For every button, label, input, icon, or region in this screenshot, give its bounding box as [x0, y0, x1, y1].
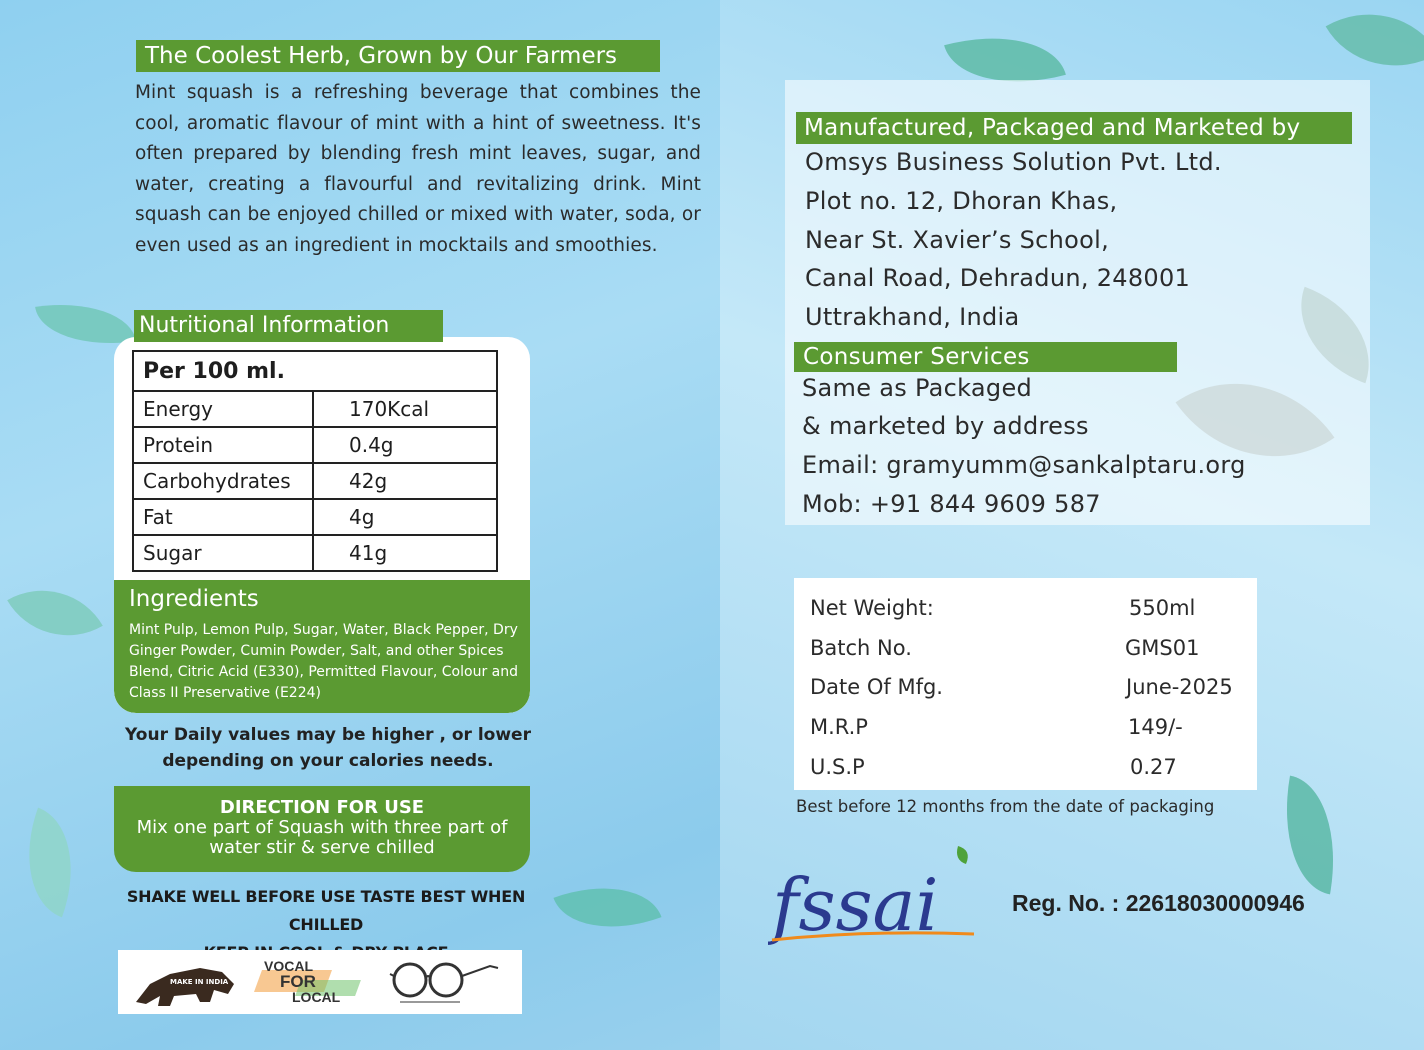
email-line: Email: gramyumm@sankalptaru.org	[802, 451, 1246, 479]
direction-line-1: Mix one part of Squash with three part of	[136, 817, 508, 838]
nutrient-value: 4g	[313, 499, 497, 535]
daily-line-1: Your Daily values may be higher , or lower	[125, 725, 531, 745]
batch-label: U.S.P	[810, 755, 865, 779]
address-line: Uttrakhand, India	[805, 303, 1020, 331]
fssai-wordmark: fssai	[772, 863, 939, 947]
logo-strip	[118, 950, 522, 1014]
table-row	[133, 427, 497, 463]
consumer-services-heading: Consumer Services	[794, 342, 1177, 372]
daily-line-2: depending on your calories needs.	[162, 751, 494, 771]
batch-value: June-2025	[1126, 675, 1233, 699]
nutrient-value: 0.4g	[313, 427, 497, 463]
registration-number: Reg. No. : 22618030000946	[1012, 890, 1305, 916]
address-line: Plot no. 12, Dhoran Khas,	[805, 187, 1118, 215]
nutrient-name: Carbohydrates	[133, 463, 313, 499]
table-row	[133, 391, 497, 427]
address-line: Near St. Xavier’s School,	[805, 226, 1110, 254]
nutrient-value: 41g	[313, 535, 497, 571]
direction-title: DIRECTION FOR USE	[219, 797, 425, 818]
swachh-bharat-glasses-logo	[386, 954, 506, 1010]
direction-panel	[114, 786, 530, 872]
batch-value: 149/-	[1128, 715, 1183, 739]
shake-line-1: SHAKE WELL BEFORE USE TASTE BEST WHEN CHILLED	[126, 887, 526, 934]
best-before-note: Best before 12 months from the date of packaging	[796, 797, 1215, 816]
nutrition-table	[132, 350, 498, 572]
mint-leaf-decoration	[6, 808, 95, 918]
manufacturer-heading: Manufactured, Packaged and Marketed by	[796, 112, 1352, 144]
ingredients-title: Ingredients	[129, 586, 259, 612]
nutrient-value: 170Kcal	[313, 391, 497, 427]
daily-values-note	[118, 722, 538, 774]
direction-line-2: water stir & serve chilled	[209, 837, 435, 858]
vocal-for-local-logo	[258, 956, 368, 1008]
nutrient-name: Sugar	[133, 535, 313, 571]
fssai-mark	[768, 842, 978, 947]
nutrient-value: 42g	[313, 463, 497, 499]
nutrient-name: Fat	[133, 499, 313, 535]
batch-label: Net Weight:	[810, 596, 934, 620]
table-row	[133, 463, 497, 499]
batch-label: M.R.P	[810, 715, 868, 739]
make-in-india-text: MAKE IN INDIA	[170, 978, 229, 986]
batch-label: Batch No.	[810, 636, 912, 660]
batch-value: 550ml	[1129, 596, 1196, 620]
herb-heading: The Coolest Herb, Grown by Our Farmers	[136, 40, 660, 72]
nutrition-card	[114, 337, 530, 713]
batch-value: GMS01	[1125, 636, 1200, 660]
vocal-text: VOCAL	[264, 958, 313, 974]
ingredients-text: Mint Pulp, Lemon Pulp, Sugar, Water, Black Pepper, Dry Ginger Powder, Cumin Powder, Salt, and other Spices Blend, Citric Acid (E330), Permitted Flavour, Colour and Class II Preservative (E224)	[129, 622, 518, 701]
mint-leaf-decoration	[553, 865, 661, 949]
mint-leaf-decoration	[7, 565, 103, 661]
batch-value: 0.27	[1130, 755, 1177, 779]
batch-label: Date Of Mfg.	[810, 675, 943, 699]
local-text: LOCAL	[292, 989, 341, 1005]
batch-info-box	[794, 578, 1257, 790]
table-row	[133, 535, 497, 571]
address-line: Omsys Business Solution Pvt. Ltd.	[805, 148, 1222, 176]
fssai-logo	[768, 842, 978, 947]
make-in-india-lion-logo	[130, 954, 240, 1014]
nutrient-name: Protein	[133, 427, 313, 463]
nutrition-heading: Nutritional Information	[134, 310, 443, 342]
table-row	[133, 499, 497, 535]
intro-paragraph: Mint squash is a refreshing beverage that combines the cool, aromatic flavour of mint with a hint of sweetness. It's often prepared by blending fresh mint leaves, sugar, and water, creating a flavourful and revitalizing drink. Mint squash can be enjoyed chilled or mixed with water, soda, or even used as an ingredient in mocktails and smoothies.	[135, 82, 701, 256]
mobile-line: Mob: +91 844 9609 587	[802, 490, 1101, 518]
consumer-services-line: & marketed by address	[802, 412, 1089, 440]
consumer-services-line: Same as Packaged	[802, 374, 1033, 402]
per-100ml-label: Per 100 ml.	[133, 351, 497, 391]
address-line: Canal Road, Dehradun, 248001	[805, 264, 1191, 292]
for-text: FOR	[280, 972, 316, 991]
ingredients-panel	[114, 580, 530, 713]
nutrient-name: Energy	[133, 391, 313, 427]
